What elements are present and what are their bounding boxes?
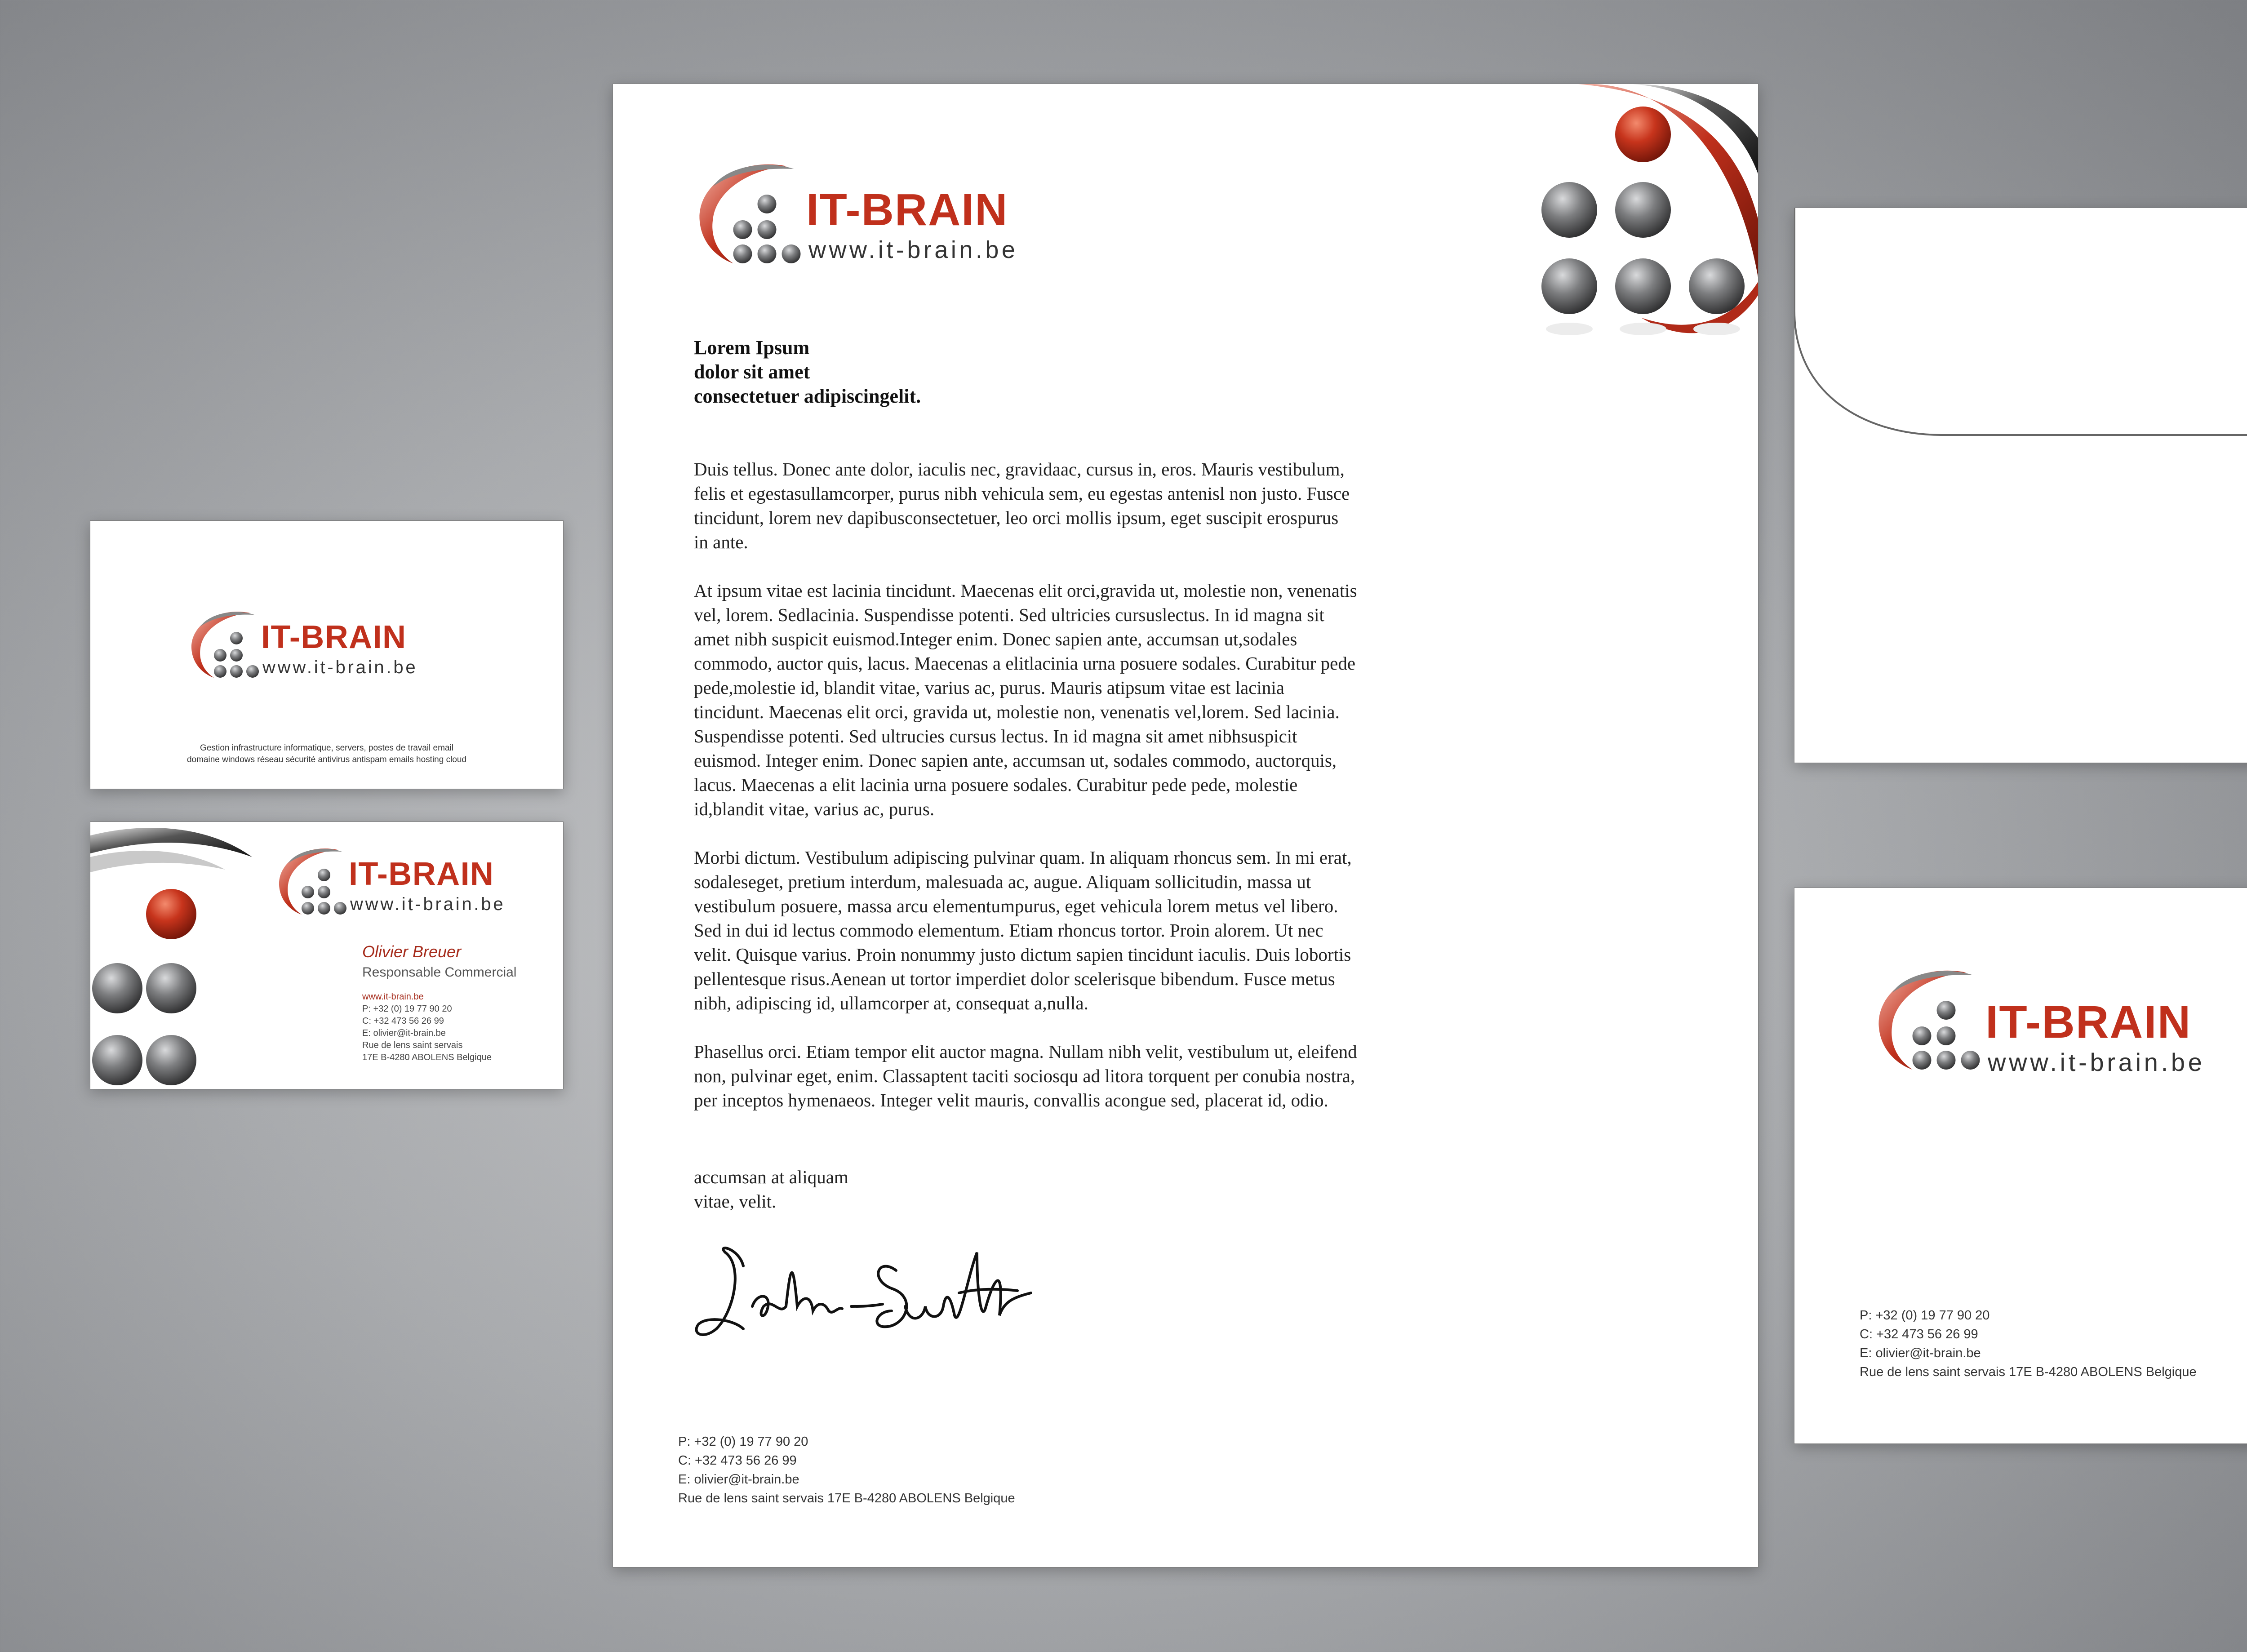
handwritten-signature [689,1239,1058,1356]
logo-emblem-icon [683,151,804,273]
card-address-line-1: Rue de lens saint servais [362,1040,463,1050]
logo-website: www.it-brain.be [350,894,506,914]
it-brain-logo [1862,958,2247,1079]
card-website: www.it-brain.be [362,992,424,1002]
letter-subject [694,336,1368,409]
envelope-back [1794,208,2247,763]
logo-wordmark: IT-BRAIN [806,185,1008,235]
subject-line-2: dolor sit amet [694,361,810,383]
it-brain-logo [182,603,479,684]
business-card-front [90,520,564,789]
logo-wordmark: IT-BRAIN [261,619,407,655]
logo-wordmark: IT-BRAIN [1985,996,2192,1048]
subject-line-1: Lorem Ipsum [694,337,810,359]
letter-closing: accumsan at aliquam vitae, velit. [694,1167,848,1212]
contact-email: E: olivier@it-brain.be [1860,1346,1981,1360]
body-paragraph-2: At ipsum vitae est lacinia tincidunt. Maecenas elit orci,gravida ut, molestie non, venenatis vel, lorem. Sedlacinia. Suspendisse potenti. Sed ultricies cursuslectus. In id magna sit amet nibh suspicit euismod.Integer enim. Donec sapien ante, accumsan ut,sodales commodo, auctor quis, lacus. Maecenas a elitlacinia urna posuere sodales. Curabitur pede pede,molestie id, blandit vitae, varius ac, purus. Mauris atipsum vitae est lacinia tincidunt. Maecenas elit orci, gravida ut, molestie non, venenatis vel,lorem. Sed lacinia. Suspendisse potenti. Sed ultrucies cursus lectus. In id magna sit amet nibhsuspicit euismod. Integer enim. Donec sapien ante, accumsan ut, sodales commodo, auctorquis, lacus. Maecenas a elit lacinia urna posuere sodales. Curabitur pede pede, molestie id,blandit vitae, varius ac, purus. [694,580,1357,819]
body-paragraph-3: Morbi dictum. Vestibulum adipiscing pulvinar quam. In aliquam rhoncus sem. In mi erat, sodaleseget, pretium interdum, malesuada ac, augue. Aliquam sollicitudin, massa ut vestibulum posuere, massa arcu elementumpurus, eget vehicula lorem metus vel libero. Sed in dui id lectus commodo elementum. Etiam rhoncus tortor. Proin alorem. Ut nec velit. Quisque varius. Proin nonummy justo dictum sapien tincidunt iaculis. Duis lobortis pellentesque risus.Aenean ut tortor imperdiet dolor scelerisque bibendum. Fusce metus nibh, adipiscing id, ullamcorper at, consequat a,nulla. [694,847,1352,1013]
card-tagline-line-2: domaine windows réseau sécurité antivirus antispam emails hosting cloud [187,755,467,764]
contact-address: Rue de lens saint servais 17E B-4280 ABOLENS Belgique [1860,1365,2197,1379]
card-phone: P: +32 (0) 19 77 90 20 [362,1004,452,1014]
logo-website: www.it-brain.be [1988,1048,2205,1076]
envelope-flap [1794,208,2247,442]
logo-emblem-icon [270,840,346,921]
contact-mobile: C: +32 473 56 26 99 [678,1453,797,1468]
logo-emblem-icon [1862,958,1983,1079]
contact-mobile: C: +32 473 56 26 99 [1860,1327,1978,1341]
letterhead-contact-block [678,1432,1015,1508]
card-email: E: olivier@it-brain.be [362,1028,446,1038]
card-mobile: C: +32 473 56 26 99 [362,1016,444,1026]
letterhead-page [613,84,1759,1568]
letter-body [694,457,1503,1137]
logo-website: www.it-brain.be [808,236,1018,263]
card-person-name: Olivier Breuer [362,942,462,961]
contact-address: Rue de lens saint servais 17E B-4280 ABOLENS Belgique [678,1491,1015,1505]
card-corner-graphic [90,822,297,1089]
logo-website: www.it-brain.be [262,657,418,677]
envelope-contact-block [1860,1306,2197,1381]
card-tagline-line-1: Gestion infrastructure informatique, servers, postes de travail email [200,743,453,753]
letterhead-corner-graphic [1443,84,1758,363]
body-paragraph-4: Phasellus orci. Etiam tempor elit auctor magna. Nullam nibh velit, vestibulum ut, eleifend non, pulvinar eget, enim. Classaptent taciti sociosqu ad litora torquent per conubia nostra, per inceptos hymenaeos. Integer velit mauris, convallis acongue sed, placerat id, odio. [694,1041,1357,1110]
card-person-role: Responsable Commercial [362,965,517,980]
contact-phone: P: +32 (0) 19 77 90 20 [678,1434,808,1449]
logo-wordmark: IT-BRAIN [349,856,494,892]
it-brain-logo [270,840,549,921]
contact-email: E: olivier@it-brain.be [678,1472,799,1487]
envelope-front [1794,888,2247,1444]
contact-phone: P: +32 (0) 19 77 90 20 [1860,1308,1990,1323]
body-paragraph-1: Duis tellus. Donec ante dolor, iaculis nec, gravidaac, cursus in, eros. Mauris vestibulum, felis et egestasullamcorper, purus nibh vehicula sem, eu egestas antenisl non justo. Fusce tincidunt, lorem nev dapibusconsectetuer, leo orci mollis ipsum, eget suscipit erospurus in ante. [694,459,1350,552]
business-card-back [90,822,564,1089]
card-tagline [90,742,563,766]
card-address-line-2: 17E B-4280 ABOLENS Belgique [362,1052,492,1062]
subject-line-3: consectetuer adipiscingelit. [694,385,921,407]
card-contact-block [362,991,492,1064]
it-brain-logo [683,151,1042,273]
logo-emblem-icon [182,603,259,684]
